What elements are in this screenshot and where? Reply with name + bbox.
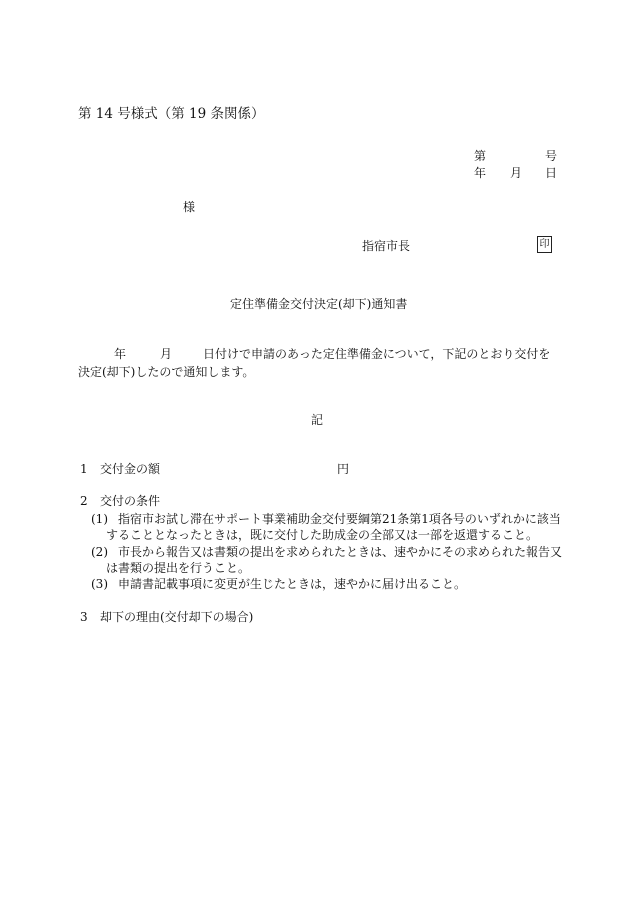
condition1-text-line1: 指宿市お試し滞在サポート事業補助金交付要綱第21条第1項各号のいずれかに該当: [118, 512, 561, 526]
date-month: 月: [510, 166, 523, 180]
item1-unit: 円: [337, 462, 350, 476]
body-text: 日付けで申請のあった定住準備金について，下記のとおり交付を: [203, 347, 551, 361]
condition1-number: (1): [91, 512, 108, 526]
item1-label: 交付金の額: [100, 462, 161, 476]
body-month: 月: [160, 347, 173, 361]
document-number-suffix: 号: [545, 149, 558, 163]
document-number-prefix: 第: [474, 149, 487, 163]
condition2-text-line1: 市長から報告又は書類の提出を求められたときは、速やかにその求められた報告又: [118, 545, 563, 559]
body-paragraph-line2: 決定(却下)したので通知します。: [78, 365, 255, 379]
item3-number: 3: [80, 610, 88, 624]
form-number: 第 14 号様式（第 19 条関係）: [78, 106, 265, 122]
seal-stamp: 印: [537, 236, 552, 253]
item2-number: 2: [80, 494, 88, 508]
item3-label: 却下の理由(交付却下の場合): [100, 610, 254, 624]
condition2-number: (2): [91, 545, 108, 559]
date-day: 日: [545, 166, 558, 180]
addressee-honorific: 様: [183, 200, 196, 214]
item2-label: 交付の条件: [100, 494, 161, 508]
condition3-number: (3): [91, 577, 108, 591]
condition1-text-line2: することとなったときは，既に交付した助成金の全部又は一部を返還すること。: [106, 528, 539, 542]
document-title: 定住準備金交付決定(却下)通知書: [230, 297, 408, 311]
condition3-text-line1: 申請書記載事項に変更が生じたときは，速やかに届け出ること。: [118, 577, 467, 591]
condition2-text-line2: は書類の提出を行うこと。: [106, 561, 251, 575]
item1-number: 1: [80, 462, 88, 476]
ki-heading: 記: [311, 413, 324, 427]
body-year: 年: [114, 347, 127, 361]
body-paragraph-line1: [78, 346, 550, 362]
sender-name: 指宿市長: [362, 239, 411, 253]
date-year: 年: [474, 166, 487, 180]
